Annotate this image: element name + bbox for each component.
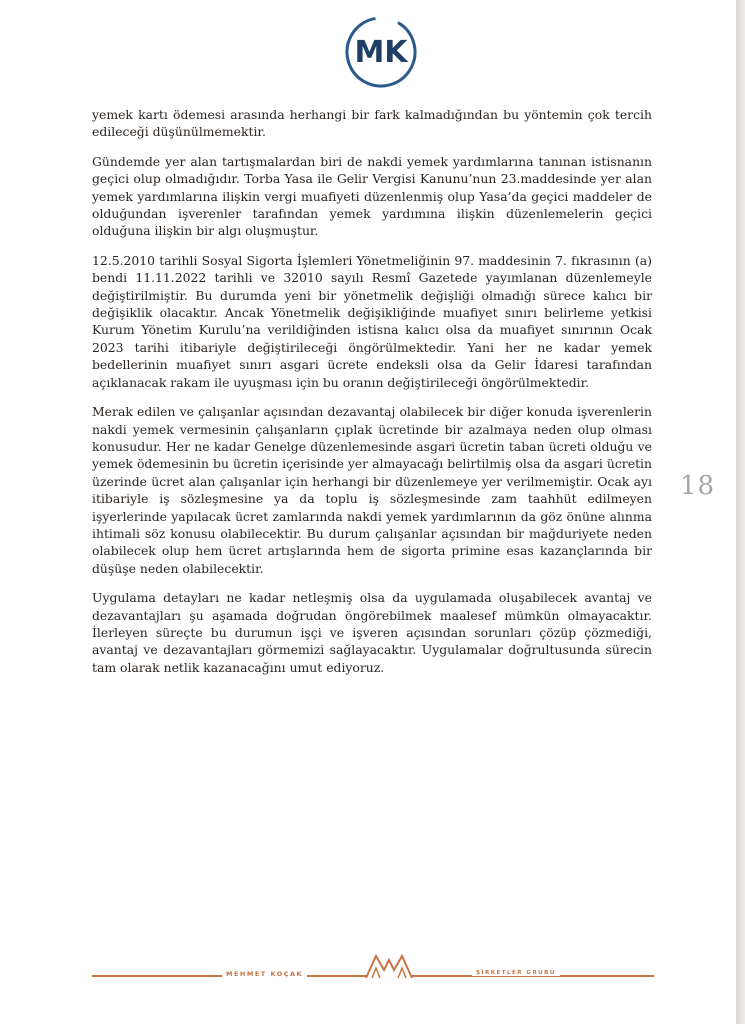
footer-mark-icon bbox=[364, 950, 414, 980]
paragraph-4: Merak edilen ve çalışanlar açısından dezavantaj olabilecek bir diğer konuda işverenlerin nakdi yemek vermesinin çalışanların çıplak ücretinde bir azalmaya neden olup olması konusudur. Her ne kadar Genelge düzenlemesinde asgari ücretin taban ücreti olduğu ve yemek ödemesinin bu ücretin içerisinde yer almayacağı belirtilmiş olsa da asgari ücretin üzerinde ücret alan çalışanlar için herhangi bir düzenlemeye yer verilmemiştir. Ocak ayı itibariyle iş sözleşmesine ya da toplu iş sözleşmesinde zam taahhüt edilmeyen işyerlerinde yapılacak ücret zamlarında nakdi yemek yardımlarının da göz önüne alınma ihtimali söz konusu olabilecektir. Bu durum çalışanlar açısından bir mağduriyete neden olabilecek olup hem ücret artışlarında hem de sigorta primine esas kazançlarında bir düşüşe neden olabilecektir. bbox=[92, 404, 652, 576]
logo-letters: MK bbox=[354, 35, 408, 70]
footer-name-left: MEHMET KOÇAK bbox=[222, 970, 307, 978]
mk-logo bbox=[343, 14, 419, 90]
paragraph-1: yemek kartı ödemesi arasında herhangi bir fark kalmadığından bu yöntemin çok tercih edileceği düşünülmemektir. bbox=[92, 107, 652, 140]
paragraph-2: Gündemde yer alan tartışmalardan biri de nakdi yemek yardımlarına tanınan istisnanın geçici olup olmadığıdır. Torba Yasa ile Gelir Vergisi Kanunu’nun 23.maddesinde yer alan yemek yardımlarına ilişkin vergi muafiyeti düzenlenmiş olup Yasa’da geçici maddeler de olduğundan işverenler tarafından yemek yardımına ilişkin düzenlemelerin geçici olduğuna ilişkin bir algı oluşmuştur. bbox=[92, 153, 652, 239]
page-edge bbox=[736, 0, 745, 1024]
footer bbox=[92, 950, 654, 990]
footer-name-right: ŞİRKETLER GRUBU bbox=[472, 970, 560, 976]
page-number: 18 bbox=[680, 471, 716, 501]
paragraph-3: 12.5.2010 tarihli Sosyal Sigorta İşlemleri Yönetmeliğinin 97. maddesinin 7. fıkrasının (a) bendi 11.11.2022 tarihli ve 32010 sayılı Resmî Gazetede yayımlanan düzenlemeyle değiştirilmiştir. Bu durumda yeni bir yönetmelik değişliği olmadığı sürece kalıcı bir değişiklik olacaktır. Ancak Yönetmelik değişikliğinde muafiyet sınırı belirleme yetkisi Kurum Yönetim Kurulu’na verildiğinden istisna kalıcı olsa da muafiyet sınırının Ocak 2023 tarihi itibariyle değiştirileceği öngörülmektedir. Yani her ne kadar yemek bedellerinin muafiyet sınırı asgari ücrete endeksli olsa da Gelir İdaresi tarafından açıklanacak rakam ile uyuşması için bu oranın değiştirileceği öngörülmektedir. bbox=[92, 252, 652, 390]
document-body bbox=[92, 106, 652, 688]
paragraph-5: Uygulama detayları ne kadar netleşmiş olsa da uygulamada oluşabilecek avantaj ve dezavantajları şu aşamada doğrudan öngörebilmek maalesef mümkün olmayacaktır. İlerleyen süreçte bu durumun işçi ve işveren açısından sorunları çözüp çözmediği, avantaj ve dezavantajları görmemizi sağlayacaktır. Uygulamalar doğrultusunda sürecin tam olarak netlik kazanacağını umut ediyoruz. bbox=[92, 590, 652, 675]
